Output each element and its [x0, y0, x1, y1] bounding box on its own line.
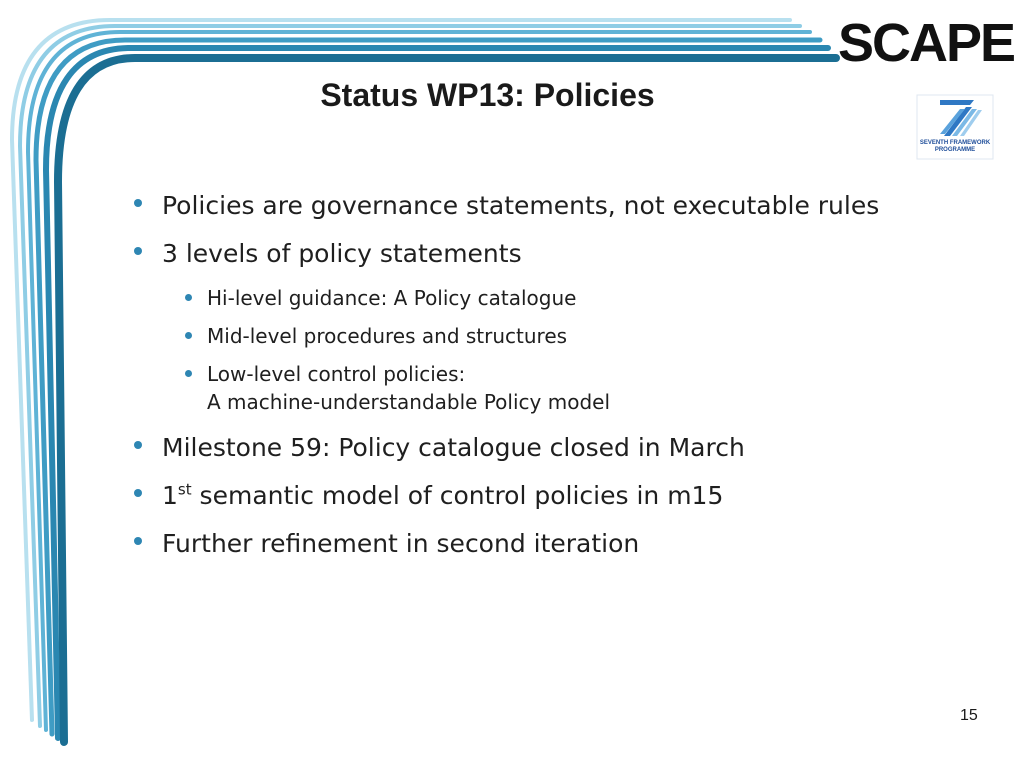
- bullet-dot-icon: [134, 247, 142, 255]
- sub-bullet-text: Hi-level guidance: A Policy catalogue: [207, 286, 577, 310]
- seventh-framework-caption: [916, 140, 994, 154]
- logo-line1: SEVENTH FRAMEWORK: [919, 140, 991, 146]
- bullet-dot-icon: [134, 441, 142, 449]
- sub-bullet-item: [130, 360, 990, 416]
- bullet-text: Policies are governance statements, not executable rules: [162, 191, 880, 220]
- bullet-dot-icon: [134, 199, 142, 207]
- sub-bullet-text: Mid-level procedures and structures: [207, 324, 568, 348]
- scape-logo: SCAPE: [837, 13, 1014, 73]
- bullet-text: Further refinement in second iteration: [162, 529, 640, 558]
- bullet-item: [130, 188, 990, 224]
- bullet-dot-icon: [185, 370, 192, 377]
- bullet-superscript: st: [177, 480, 192, 499]
- bullet-dot-icon: [185, 332, 192, 339]
- bullet-dot-icon: [134, 537, 142, 545]
- sub-bullet-text: Low-level control policies:: [207, 362, 466, 386]
- slide-title: Status WP13: Policies: [320, 77, 655, 113]
- sub-bullet-item: [130, 322, 990, 350]
- bullet-dot-icon: [134, 489, 142, 497]
- bullet-dot-icon: [185, 294, 192, 301]
- page-number: 15: [960, 707, 978, 724]
- bullet-item: [130, 478, 990, 514]
- bullet-item: [130, 430, 990, 466]
- bullet-item: [130, 526, 990, 562]
- bullet-item: [130, 236, 990, 272]
- logo-line2: PROGRAMME: [934, 147, 976, 153]
- bullet-text: semantic model of control policies in m15: [191, 481, 724, 510]
- bullet-list: [130, 188, 990, 574]
- sub-bullet-item: [130, 284, 990, 312]
- bullet-text: Milestone 59: Policy catalogue closed in March: [162, 433, 745, 462]
- bullet-prefix: 1: [162, 481, 178, 510]
- bullet-text: 3 levels of policy statements: [162, 239, 522, 268]
- sub-bullet-continuation: A machine-understandable Policy model: [207, 390, 610, 414]
